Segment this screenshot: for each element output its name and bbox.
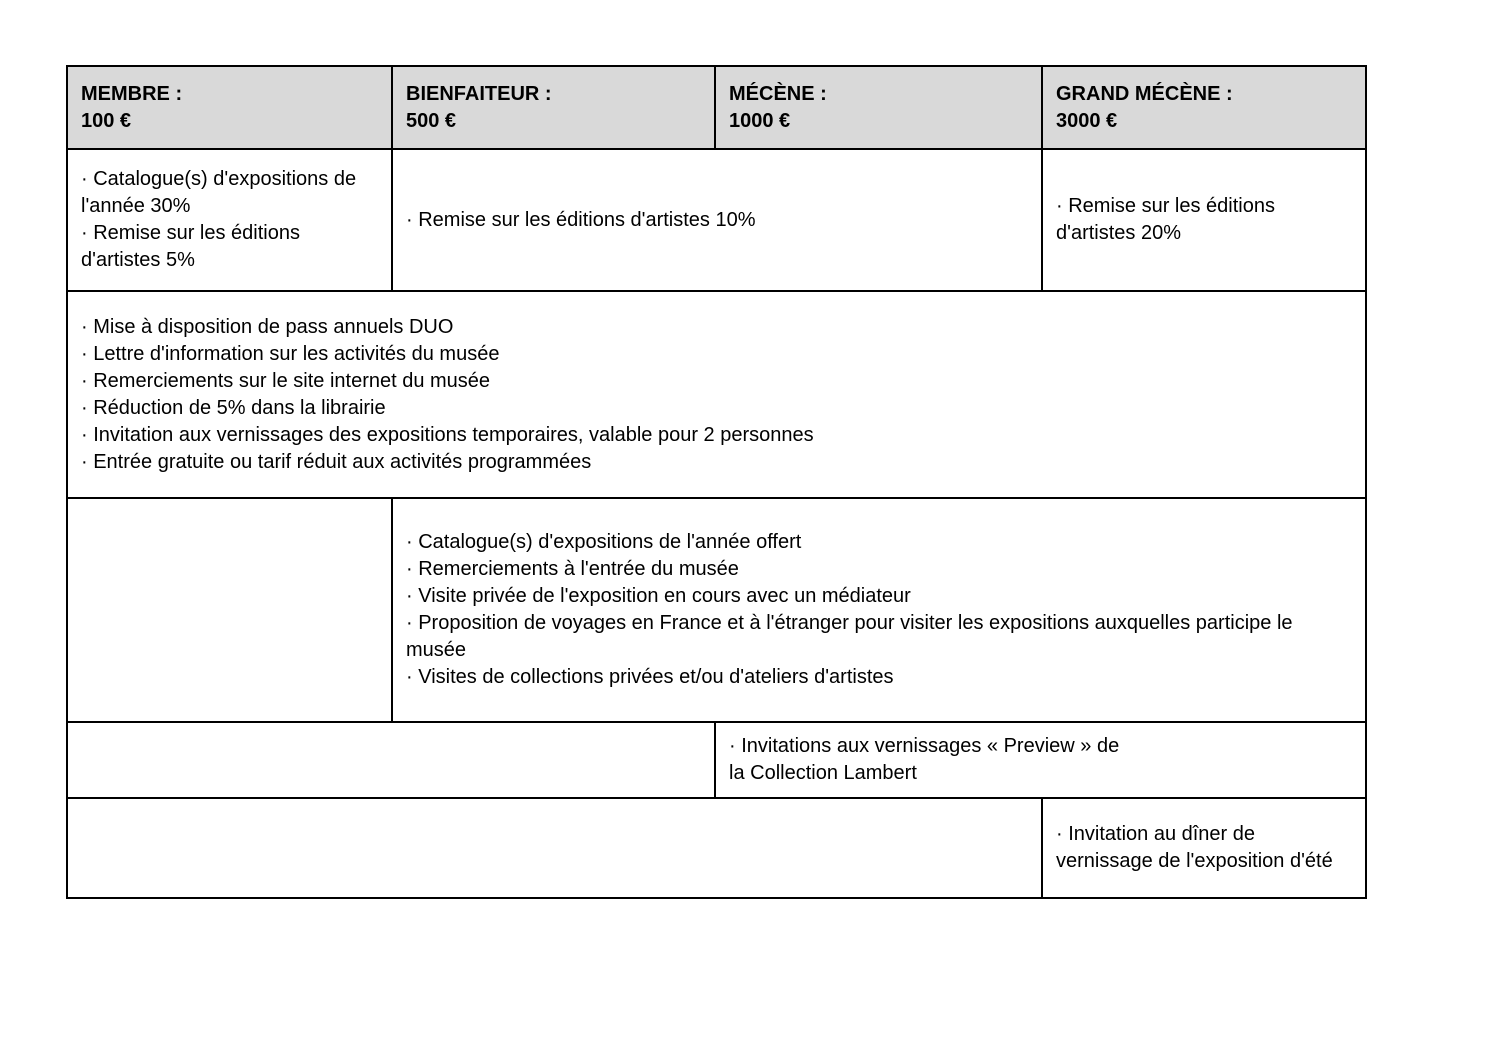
benefit-line: · Réduction de 5% dans la librairie bbox=[81, 396, 386, 419]
cell-empty-membre bbox=[67, 498, 392, 722]
benefit-line: · Proposition de voyages en France et à l'étranger pour visiter les expositions auxquelles participe le musée bbox=[406, 612, 1293, 661]
cell-remise-20 bbox=[1042, 149, 1366, 291]
header-cell-membre bbox=[67, 66, 392, 149]
cell-remise-10 bbox=[392, 149, 1042, 291]
tier-price: 500 € bbox=[406, 109, 457, 132]
cell-preview-invitations bbox=[715, 722, 1366, 798]
cell-membre-benefits bbox=[67, 149, 392, 291]
benefit-line: · Invitations aux vernissages « Preview » de bbox=[729, 735, 1120, 757]
header-cell-grand-mecene bbox=[1042, 66, 1366, 149]
header-row bbox=[67, 66, 1366, 149]
remise-row bbox=[67, 149, 1366, 291]
tier-price: 3000 € bbox=[1056, 109, 1118, 132]
preview-row bbox=[67, 722, 1366, 798]
benefit-line: · Lettre d'information sur les activités du musée bbox=[81, 342, 500, 365]
cell-empty-left bbox=[67, 722, 715, 798]
benefit-line: · Remise sur les éditions d'artistes 10% bbox=[406, 208, 756, 231]
tier-name: GRAND MÉCÈNE : bbox=[1056, 82, 1233, 105]
tier-name: MÉCÈNE : bbox=[729, 82, 827, 105]
tier-price: 100 € bbox=[81, 109, 132, 132]
cell-common-benefits bbox=[67, 291, 1366, 498]
benefit-line: la Collection Lambert bbox=[729, 762, 917, 784]
benefit-line: · Remerciements sur le site internet du musée bbox=[81, 369, 491, 392]
tier-name: BIENFAITEUR : bbox=[406, 82, 552, 105]
cell-bienfaiteur-plus-benefits bbox=[392, 498, 1366, 722]
diner-row bbox=[67, 798, 1366, 898]
tier-price: 1000 € bbox=[729, 109, 791, 132]
benefit-line: · Catalogue(s) d'expositions de l'année offert bbox=[406, 531, 802, 553]
header-cell-mecene bbox=[715, 66, 1042, 149]
benefit-line: · Visites de collections privées et/ou d'ateliers d'artistes bbox=[406, 666, 894, 688]
benefit-line: · Invitation aux vernissages des expositions temporaires, valable pour 2 personnes bbox=[81, 423, 814, 446]
benefit-line: · Mise à disposition de pass annuels DUO bbox=[81, 315, 454, 338]
benefit-line: · Remise sur les éditions d'artistes 5% bbox=[81, 222, 300, 271]
cell-empty-bottom bbox=[67, 798, 1042, 898]
benefit-line: · Remerciements à l'entrée du musée bbox=[406, 558, 739, 580]
benefit-line: · Entrée gratuite ou tarif réduit aux activités programmées bbox=[81, 450, 592, 473]
common-benefits-row bbox=[67, 291, 1366, 498]
tier-name: MEMBRE : bbox=[81, 82, 183, 105]
membership-benefits-table bbox=[66, 65, 1367, 899]
benefit-line: · Visite privée de l'exposition en cours avec un médiateur bbox=[406, 585, 911, 607]
bienfaiteur-plus-row bbox=[67, 498, 1366, 722]
header-cell-bienfaiteur bbox=[392, 66, 715, 149]
membership-benefits-document bbox=[66, 65, 1367, 899]
benefit-line: · Catalogue(s) d'expositions de l'année 30% bbox=[81, 168, 357, 217]
benefit-line: · Remise sur les éditions d'artistes 20% bbox=[1056, 195, 1275, 244]
benefit-line: · Invitation au dîner de vernissage de l'exposition d'été bbox=[1056, 823, 1333, 872]
cell-diner-invitation bbox=[1042, 798, 1366, 898]
